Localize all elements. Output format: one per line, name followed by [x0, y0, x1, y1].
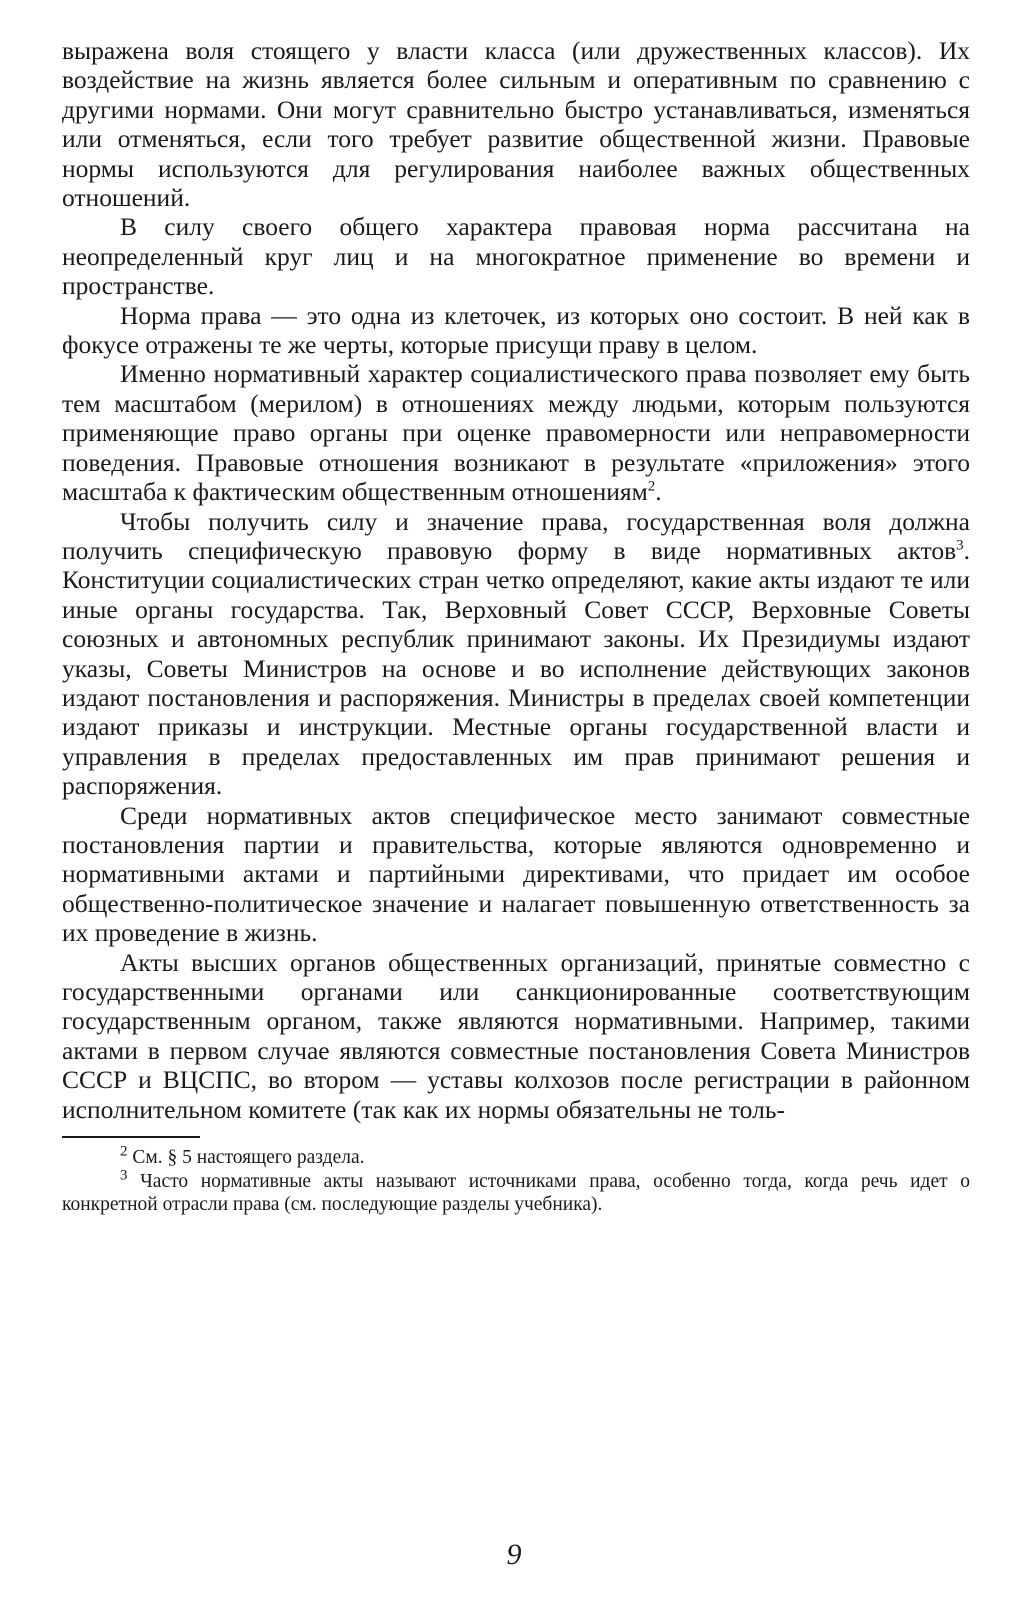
footnote-2-text: См. § 5 настоящего раздела. [132, 1147, 365, 1169]
paragraph-6: Среди нормативных актов специфическое место занимают совместные постановления партии и правительства, которые являются одновременно и нормативными актами и партийными директивами, что придает им особое общественно-политическое значение и налагает повышенную ответственность за их проведение в жизнь. [62, 800, 970, 948]
paragraph-4-tail: . [655, 477, 662, 507]
paragraph-4-text: Именно нормативный характер социалистического права позволяет ему быть тем масштабом (мерилом) в отношениях между людьми, которым пользуются применяющие право органы при оценке правомерности или неправомерности поведения. Правовые отношения возникают в результате «приложения» этого масштаба к фактическим общественным отношениям [62, 359, 970, 507]
page-body [62, 36, 970, 1217]
footnote-mark-2: 2 [120, 1143, 128, 1160]
paragraph-5-text: Чтобы получить силу и значение права, государственная воля должна получить специфическую правовую форму в виде нормативных актов [62, 506, 970, 565]
paragraph-5 [62, 507, 970, 801]
footnote-2 [62, 1143, 970, 1170]
footnote-3-text: Часто нормативные акты называют источниками права, особенно тогда, когда речь идет о конкретной отрасли права (см. последующие разделы учебника). [62, 1170, 971, 1216]
footnote-3 [62, 1167, 971, 1217]
paragraph-4 [62, 359, 970, 506]
footnote-ref-2: 2 [647, 478, 656, 495]
paragraph-3: Норма права — это одна из клеточек, из которых оно состоит. В ней как в фокусе отражены те же черты, которые присущи праву в целом. [62, 300, 970, 360]
paragraph-2: В силу своего общего характера правовая норма рассчитана на неопределенный круг лиц и на многократное применение во времени и пространстве. [62, 212, 970, 301]
footnotes [62, 1143, 971, 1217]
paragraph-5-continuation: Конституции социалистических стран четко определяют, какие акты издают те или иные органы государства. Так, Верховный Совет СССР, Верховные Советы союзных и автономных республик принимают законы. Их Президиумы издают указы, Советы Министров на основе и во исполнение действующих законов издают постановления и распоряжения. Министры в пределах своей компетенции издают приказы и инструкции. Местные органы государственной власти и управления в пределах предоставленных им прав принимают решения и распоряжения. [62, 565, 970, 801]
paragraph-1: выражена воля стоящего у власти класса (или дружественных классов). Их воздействие на жизнь является более сильным и оперативным по сравнению с другими нормами. Они могут сравнительно быстро устанавливаться, изменяться или отменяться, если того требует развитие общественной жизни. Правовые нормы используются для регулирования наиболее важных общественных отношений. [62, 36, 970, 213]
page-number: 9 [506, 1538, 522, 1571]
paragraph-5-tail: . [963, 535, 970, 565]
footnote-divider [62, 1136, 200, 1138]
footnote-ref-3: 3 [956, 537, 964, 554]
paragraph-7: Акты высших органов общественных организаций, принятые совместно с государственными органами или санкционированные соответствующим государственным органом, также являются нормативными. Например, такими актами в первом случае являются совместные постановления Совета Министров СССР и ВЦСПС, во втором — уставы колхозов после регистрации в районном исполнительном комитете (так как их нормы обязательны не толь- [62, 947, 970, 1124]
footnote-mark-3: 3 [120, 1167, 128, 1184]
